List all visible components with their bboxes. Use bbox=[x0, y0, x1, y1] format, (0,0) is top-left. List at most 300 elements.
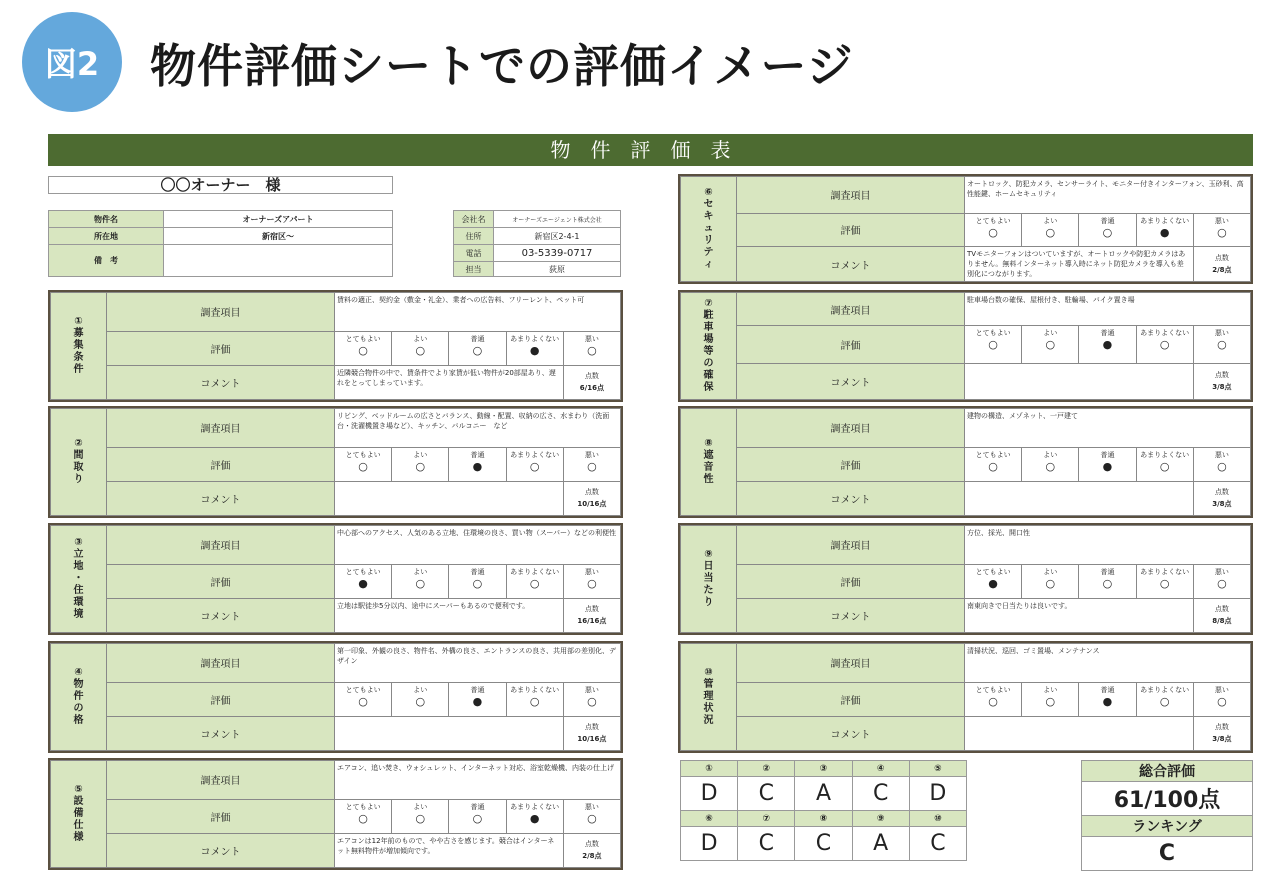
rating-option-label: 悪い bbox=[584, 802, 599, 811]
rating-mark-icon: ○ bbox=[1102, 576, 1113, 590]
grade-number: ③ bbox=[795, 761, 852, 777]
person-value: 荻原 bbox=[494, 262, 621, 277]
rating-option-label: あまりよくない bbox=[510, 802, 560, 811]
rating-label: 評価 bbox=[737, 682, 965, 716]
rating-mark-icon: ○ bbox=[587, 459, 597, 473]
rating-mark-icon: ○ bbox=[529, 459, 540, 473]
item-label: 調査項目 bbox=[107, 409, 335, 448]
rating-option-label: よい bbox=[413, 334, 428, 343]
rating-option bbox=[506, 799, 563, 833]
rating-option-label: とてもよい bbox=[345, 567, 381, 576]
evaluation-section bbox=[678, 641, 1253, 753]
section-table bbox=[50, 408, 621, 516]
rating-option-label: 悪い bbox=[584, 450, 599, 459]
address-label: 住所 bbox=[454, 228, 494, 245]
rating-option-label: とてもよい bbox=[345, 685, 381, 694]
rating-option bbox=[1022, 564, 1079, 598]
section-table bbox=[680, 292, 1251, 400]
rating-option-label: 普通 bbox=[1100, 329, 1115, 338]
comment-text bbox=[965, 716, 1194, 750]
rating-mark-icon: ○ bbox=[1159, 576, 1170, 590]
rating-mark-icon: ○ bbox=[1217, 225, 1227, 239]
rating-option bbox=[965, 326, 1022, 364]
rating-mark-icon: ○ bbox=[988, 225, 998, 239]
rating-option-label: よい bbox=[413, 450, 428, 459]
comment-text bbox=[335, 481, 564, 515]
rating-option-label: あまりよくない bbox=[510, 685, 560, 694]
rating-mark-icon: ○ bbox=[1217, 576, 1227, 590]
evaluation-section bbox=[48, 758, 623, 870]
score-cell bbox=[563, 481, 620, 515]
rating-mark-icon: ○ bbox=[415, 694, 426, 708]
rating-option-label: 普通 bbox=[470, 450, 485, 459]
score-value: 10/16点 bbox=[577, 735, 607, 744]
grade-value: A bbox=[795, 777, 852, 811]
section-table bbox=[50, 643, 621, 751]
rating-mark-icon: ○ bbox=[472, 343, 483, 357]
rating-option bbox=[1193, 682, 1250, 716]
rating-option bbox=[1079, 682, 1136, 716]
rating-option-label: とてもよい bbox=[975, 216, 1011, 225]
comment-text bbox=[335, 716, 564, 750]
rating-option-label: あまりよくない bbox=[510, 450, 560, 459]
grade-value: C bbox=[909, 827, 966, 861]
total-score: 61/100点 bbox=[1082, 782, 1253, 816]
score-value: 16/16点 bbox=[577, 617, 607, 626]
rating-option-label: 普通 bbox=[1100, 685, 1115, 694]
survey-items: リビング、ベッドルームの広さとバランス、動線・配置、収納の広さ、水まわり（洗面台・洗濯機置き場など）、キッチン、バルコニー など bbox=[335, 409, 621, 448]
rating-option bbox=[1136, 326, 1193, 364]
item-label: 調査項目 bbox=[737, 644, 965, 683]
section-table bbox=[680, 176, 1251, 282]
score-label: 点数 bbox=[584, 605, 599, 614]
rating-mark-icon: ● bbox=[358, 576, 368, 590]
rating-mark-icon: ○ bbox=[587, 343, 597, 357]
evaluation-section bbox=[48, 406, 623, 518]
comment-label: コメント bbox=[737, 716, 965, 750]
score-cell bbox=[1193, 481, 1250, 515]
section-table bbox=[680, 408, 1251, 516]
grade-number: ② bbox=[738, 761, 795, 777]
comment-label: コメント bbox=[737, 598, 965, 632]
comment-label: コメント bbox=[737, 363, 965, 399]
rating-option-label: とてもよい bbox=[345, 802, 381, 811]
rating-mark-icon: ● bbox=[988, 576, 998, 590]
score-label: 点数 bbox=[1214, 723, 1229, 732]
rating-option bbox=[449, 331, 506, 365]
location-value: 新宿区〜 bbox=[164, 228, 393, 245]
grade-number: ⑨ bbox=[852, 811, 909, 827]
rank-value: C bbox=[1082, 837, 1253, 871]
rating-label: 評価 bbox=[737, 564, 965, 598]
survey-items: 清掃状況、巡回、ゴミ置場、メンテナンス bbox=[965, 644, 1251, 683]
score-cell bbox=[1193, 363, 1250, 399]
rating-mark-icon: ○ bbox=[988, 694, 998, 708]
rating-option-label: 普通 bbox=[470, 334, 485, 343]
rating-option-label: あまりよくない bbox=[510, 334, 560, 343]
comment-label: コメント bbox=[107, 833, 335, 867]
rating-mark-icon: ○ bbox=[587, 694, 597, 708]
rating-option bbox=[1079, 564, 1136, 598]
rating-option bbox=[392, 564, 449, 598]
rating-option-label: あまりよくない bbox=[1140, 216, 1190, 225]
rating-label: 評価 bbox=[107, 331, 335, 365]
rating-option-label: よい bbox=[413, 685, 428, 694]
rating-option-label: よい bbox=[413, 567, 428, 576]
location-label: 所在地 bbox=[49, 228, 164, 245]
score-cell bbox=[563, 365, 620, 399]
figure-badge bbox=[22, 12, 122, 112]
survey-items: 中心部へのアクセス、人気のある立地、住環境の良さ、買い物（スーパー）などの利便性 bbox=[335, 526, 621, 565]
rating-option bbox=[563, 564, 620, 598]
rating-option bbox=[965, 213, 1022, 246]
score-label: 点数 bbox=[1214, 254, 1229, 262]
grade-number: ④ bbox=[852, 761, 909, 777]
item-label: 調査項目 bbox=[107, 293, 335, 332]
rating-mark-icon: ○ bbox=[415, 576, 426, 590]
rating-option-label: 悪い bbox=[584, 685, 599, 694]
rating-mark-icon: ○ bbox=[358, 694, 368, 708]
rating-mark-icon: ○ bbox=[1102, 225, 1113, 239]
rating-option bbox=[1022, 213, 1079, 246]
rating-option bbox=[563, 799, 620, 833]
rating-option-label: あまりよくない bbox=[1140, 329, 1190, 338]
rating-option bbox=[1136, 213, 1193, 246]
survey-items: エアコン、追い焚き、ウォシュレット、インターネット対応、浴室乾燥機、内装の仕上げ bbox=[335, 761, 621, 800]
rating-option bbox=[449, 682, 506, 716]
grade-value: C bbox=[738, 827, 795, 861]
rating-mark-icon: ○ bbox=[1217, 338, 1227, 352]
rating-option-label: 悪い bbox=[1214, 685, 1229, 694]
score-label: 点数 bbox=[584, 723, 599, 732]
score-cell bbox=[1193, 247, 1250, 282]
item-label: 調査項目 bbox=[737, 409, 965, 448]
rating-option bbox=[1022, 682, 1079, 716]
score-value: 8/8点 bbox=[1212, 617, 1232, 626]
survey-items: 第一印象、外観の良さ、物件名、外構の良さ、エントランスの良さ、共用部の差別化、デザイン bbox=[335, 644, 621, 683]
evaluation-section bbox=[678, 406, 1253, 518]
rating-option-label: よい bbox=[1043, 450, 1058, 459]
rating-mark-icon: ● bbox=[1102, 459, 1113, 473]
score-cell bbox=[563, 716, 620, 750]
survey-items: オートロック、防犯カメラ、センサーライト、モニター付きインターフォン、玉砂利、高性能鍵、ホームセキュリティ bbox=[965, 177, 1251, 214]
item-label: 調査項目 bbox=[107, 761, 335, 800]
rating-mark-icon: ● bbox=[1102, 694, 1113, 708]
total-label: 総合評価 bbox=[1082, 761, 1253, 782]
rating-label: 評価 bbox=[737, 447, 965, 481]
grade-number: ⑥ bbox=[681, 811, 738, 827]
rating-option bbox=[506, 447, 563, 481]
rating-mark-icon: ● bbox=[472, 459, 483, 473]
rating-option bbox=[1193, 447, 1250, 481]
rating-option-label: 悪い bbox=[1214, 329, 1229, 338]
rating-mark-icon: ○ bbox=[358, 459, 368, 473]
rating-option bbox=[1193, 213, 1250, 246]
rating-option bbox=[392, 331, 449, 365]
rating-mark-icon: ○ bbox=[415, 459, 426, 473]
score-value: 3/8点 bbox=[1212, 500, 1232, 509]
rating-option bbox=[392, 682, 449, 716]
rating-label: 評価 bbox=[107, 447, 335, 481]
rating-option bbox=[506, 682, 563, 716]
rating-option-label: 悪い bbox=[584, 567, 599, 576]
grade-value: D bbox=[681, 827, 738, 861]
rating-mark-icon: ○ bbox=[1159, 459, 1170, 473]
rating-option-label: よい bbox=[413, 802, 428, 811]
score-cell bbox=[563, 833, 620, 867]
page-title: 物件評価シートでの評価イメージ bbox=[150, 39, 854, 93]
rating-mark-icon: ○ bbox=[472, 576, 483, 590]
rating-mark-icon: ○ bbox=[358, 811, 368, 825]
rating-option-label: とてもよい bbox=[975, 450, 1011, 459]
rating-label: 評価 bbox=[737, 326, 965, 364]
comment-text: TVモニターフォンはついていますが、オートロックや防犯カメラはありません。無料インターネット導入時にネット防犯カメラを導入も差別化につながります。 bbox=[965, 247, 1194, 282]
section-label: ⑦ 駐 車 場 等 の 確 保 bbox=[681, 293, 737, 400]
section-table bbox=[680, 643, 1251, 751]
rating-mark-icon: ○ bbox=[529, 576, 540, 590]
section-table bbox=[50, 525, 621, 633]
grade-value: C bbox=[738, 777, 795, 811]
score-cell bbox=[1193, 598, 1250, 632]
section-table bbox=[50, 292, 621, 400]
rating-option-label: とてもよい bbox=[975, 329, 1011, 338]
rating-option bbox=[335, 447, 392, 481]
rating-mark-icon: ○ bbox=[1045, 338, 1056, 352]
evaluation-section bbox=[678, 290, 1253, 402]
rating-option bbox=[1022, 447, 1079, 481]
address-value: 新宿区2-4-1 bbox=[494, 228, 621, 245]
company-info-table bbox=[453, 210, 621, 277]
rating-option-label: とてもよい bbox=[975, 685, 1011, 694]
section-label: ③ 立 地 ・ 住 環 境 bbox=[51, 526, 107, 633]
rating-option bbox=[335, 564, 392, 598]
rating-option bbox=[506, 331, 563, 365]
grade-number: ⑩ bbox=[909, 811, 966, 827]
rating-option bbox=[1079, 213, 1136, 246]
rating-option bbox=[449, 799, 506, 833]
rating-option bbox=[965, 564, 1022, 598]
score-label: 点数 bbox=[1214, 605, 1229, 614]
rating-mark-icon: ● bbox=[472, 694, 483, 708]
score-value: 2/8点 bbox=[582, 852, 602, 861]
rating-mark-icon: ○ bbox=[587, 811, 597, 825]
rating-option bbox=[563, 331, 620, 365]
grade-number: ⑤ bbox=[909, 761, 966, 777]
rating-mark-icon: ○ bbox=[1045, 694, 1056, 708]
phone-value: 03-5339-0717 bbox=[494, 245, 621, 262]
rating-option-label: あまりよくない bbox=[1140, 450, 1190, 459]
rating-option-label: よい bbox=[1043, 329, 1058, 338]
rating-mark-icon: ○ bbox=[358, 343, 368, 357]
rating-option bbox=[1079, 447, 1136, 481]
rating-option bbox=[392, 447, 449, 481]
rating-label: 評価 bbox=[107, 682, 335, 716]
person-label: 担当 bbox=[454, 262, 494, 277]
rating-mark-icon: ○ bbox=[415, 811, 426, 825]
rating-mark-icon: ○ bbox=[529, 694, 540, 708]
item-label: 調査項目 bbox=[737, 177, 965, 214]
rating-option bbox=[506, 564, 563, 598]
rating-option-label: 悪い bbox=[584, 334, 599, 343]
sheet-title: 物件評価表 bbox=[48, 134, 1253, 166]
rating-mark-icon: ○ bbox=[415, 343, 426, 357]
grade-value: D bbox=[909, 777, 966, 811]
section-label: ① 募 集 条 件 bbox=[51, 293, 107, 400]
grade-summary-table bbox=[680, 760, 967, 861]
grade-number: ⑦ bbox=[738, 811, 795, 827]
score-label: 点数 bbox=[1214, 488, 1229, 497]
figure-badge-label: 図2 bbox=[44, 45, 100, 83]
rating-option-label: 普通 bbox=[470, 567, 485, 576]
rating-option bbox=[563, 447, 620, 481]
rating-mark-icon: ○ bbox=[1045, 225, 1056, 239]
rating-option bbox=[965, 682, 1022, 716]
rating-option-label: 普通 bbox=[1100, 450, 1115, 459]
rating-option bbox=[1136, 682, 1193, 716]
rating-mark-icon: ○ bbox=[1045, 576, 1056, 590]
rating-option bbox=[392, 799, 449, 833]
score-value: 10/16点 bbox=[577, 500, 607, 509]
rating-mark-icon: ○ bbox=[1217, 694, 1227, 708]
comment-label: コメント bbox=[107, 598, 335, 632]
comment-text: 近隣競合物件の中で、賃条件でより家賃が低い物件が20部屋あり、遅れをとってしまっています。 bbox=[335, 365, 564, 399]
rating-mark-icon: ○ bbox=[472, 811, 483, 825]
score-label: 点数 bbox=[1214, 371, 1229, 380]
section-label: ⑧ 遮 音 性 bbox=[681, 409, 737, 516]
comment-text: エアコンは12年前のもので、やや古さを感じます。競合はインターネット無料物件が増加傾向です。 bbox=[335, 833, 564, 867]
score-label: 点数 bbox=[584, 372, 599, 381]
comment-text: 立地は駅徒歩5分以内、途中にスーパーもあるので便利です。 bbox=[335, 598, 564, 632]
score-label: 点数 bbox=[584, 488, 599, 497]
score-cell bbox=[563, 598, 620, 632]
rating-mark-icon: ○ bbox=[1159, 338, 1170, 352]
score-label: 点数 bbox=[584, 840, 599, 849]
comment-text: 南東向きで日当たりは良いです。 bbox=[965, 598, 1194, 632]
grade-value: A bbox=[852, 827, 909, 861]
rating-mark-icon: ● bbox=[529, 811, 540, 825]
rating-option bbox=[449, 564, 506, 598]
phone-label: 電話 bbox=[454, 245, 494, 262]
rating-option-label: あまりよくない bbox=[1140, 685, 1190, 694]
rating-mark-icon: ○ bbox=[988, 459, 998, 473]
survey-items: 賃料の適正、契約金（敷金・礼金）、業者への広告料、フリーレント、ペット可 bbox=[335, 293, 621, 332]
section-label: ⑩ 管 理 状 況 bbox=[681, 644, 737, 751]
rating-option-label: あまりよくない bbox=[1140, 567, 1190, 576]
rating-mark-icon: ○ bbox=[1045, 459, 1056, 473]
section-table bbox=[50, 760, 621, 868]
grade-value: D bbox=[681, 777, 738, 811]
rating-option-label: とてもよい bbox=[975, 567, 1011, 576]
comment-label: コメント bbox=[107, 481, 335, 515]
score-value: 6/16点 bbox=[579, 384, 604, 393]
rank-label: ランキング bbox=[1082, 816, 1253, 837]
grade-number: ① bbox=[681, 761, 738, 777]
comment-label: コメント bbox=[737, 247, 965, 282]
rating-label: 評価 bbox=[107, 564, 335, 598]
remarks-label: 備 考 bbox=[49, 245, 164, 277]
rating-mark-icon: ● bbox=[529, 343, 540, 357]
evaluation-section bbox=[48, 523, 623, 635]
owner-name: 〇〇オーナー 様 bbox=[48, 176, 393, 194]
evaluation-section bbox=[678, 523, 1253, 635]
rating-option bbox=[1136, 447, 1193, 481]
rating-option-label: とてもよい bbox=[345, 450, 381, 459]
rating-option-label: 普通 bbox=[470, 685, 485, 694]
item-label: 調査項目 bbox=[737, 293, 965, 326]
comment-label: コメント bbox=[107, 716, 335, 750]
section-label: ⑥ セ キ ュ リ テ ィ bbox=[681, 177, 737, 282]
rating-label: 評価 bbox=[107, 799, 335, 833]
rating-option-label: あまりよくない bbox=[510, 567, 560, 576]
item-label: 調査項目 bbox=[107, 644, 335, 683]
company-label: 会社名 bbox=[454, 211, 494, 228]
rating-option bbox=[1193, 564, 1250, 598]
evaluation-section bbox=[48, 290, 623, 402]
comment-label: コメント bbox=[107, 365, 335, 399]
rating-option-label: 普通 bbox=[470, 802, 485, 811]
rating-option bbox=[1079, 326, 1136, 364]
overall-evaluation bbox=[1081, 760, 1253, 871]
score-cell bbox=[1193, 716, 1250, 750]
rating-mark-icon: ○ bbox=[1159, 694, 1170, 708]
section-label: ② 間 取 り bbox=[51, 409, 107, 516]
survey-items: 方位、採光、開口性 bbox=[965, 526, 1251, 565]
rating-mark-icon: ○ bbox=[988, 338, 998, 352]
rating-option bbox=[563, 682, 620, 716]
section-label: ⑨ 日 当 た り bbox=[681, 526, 737, 633]
rating-mark-icon: ● bbox=[1102, 338, 1113, 352]
comment-text bbox=[965, 481, 1194, 515]
rating-option bbox=[335, 682, 392, 716]
comment-label: コメント bbox=[737, 481, 965, 515]
section-label: ④ 物 件 の 格 bbox=[51, 644, 107, 751]
score-value: 3/8点 bbox=[1212, 383, 1232, 392]
rating-label: 評価 bbox=[737, 213, 965, 246]
rating-option-label: 普通 bbox=[1100, 216, 1115, 225]
company-value: オーナーズエージェント株式会社 bbox=[494, 211, 621, 228]
rating-mark-icon: ● bbox=[1159, 225, 1170, 239]
rating-option-label: 悪い bbox=[1214, 216, 1229, 225]
rating-option bbox=[335, 331, 392, 365]
rating-option bbox=[965, 447, 1022, 481]
grade-number: ⑧ bbox=[795, 811, 852, 827]
rating-option-label: よい bbox=[1043, 567, 1058, 576]
rating-option-label: とてもよい bbox=[345, 334, 381, 343]
rating-option bbox=[335, 799, 392, 833]
grade-value: C bbox=[852, 777, 909, 811]
item-label: 調査項目 bbox=[107, 526, 335, 565]
item-label: 調査項目 bbox=[737, 526, 965, 565]
grade-value: C bbox=[795, 827, 852, 861]
rating-option-label: 普通 bbox=[1100, 567, 1115, 576]
rating-option-label: 悪い bbox=[1214, 567, 1229, 576]
comment-text bbox=[965, 363, 1194, 399]
rating-option bbox=[1193, 326, 1250, 364]
section-label: ⑤ 設 備 仕 様 bbox=[51, 761, 107, 868]
evaluation-section bbox=[48, 641, 623, 753]
survey-items: 建物の構造、メゾネット、一戸建て bbox=[965, 409, 1251, 448]
rating-option-label: よい bbox=[1043, 685, 1058, 694]
survey-items: 駐車場台数の確保、屋根付き、駐輪場、バイク置き場 bbox=[965, 293, 1251, 326]
score-value: 2/8点 bbox=[1212, 266, 1232, 274]
property-name-label: 物件名 bbox=[49, 211, 164, 228]
rating-option-label: 悪い bbox=[1214, 450, 1229, 459]
rating-option-label: よい bbox=[1043, 216, 1058, 225]
score-value: 3/8点 bbox=[1212, 735, 1232, 744]
property-name-value: オーナーズアパート bbox=[164, 211, 393, 228]
rating-mark-icon: ○ bbox=[587, 576, 597, 590]
rating-mark-icon: ○ bbox=[1217, 459, 1227, 473]
